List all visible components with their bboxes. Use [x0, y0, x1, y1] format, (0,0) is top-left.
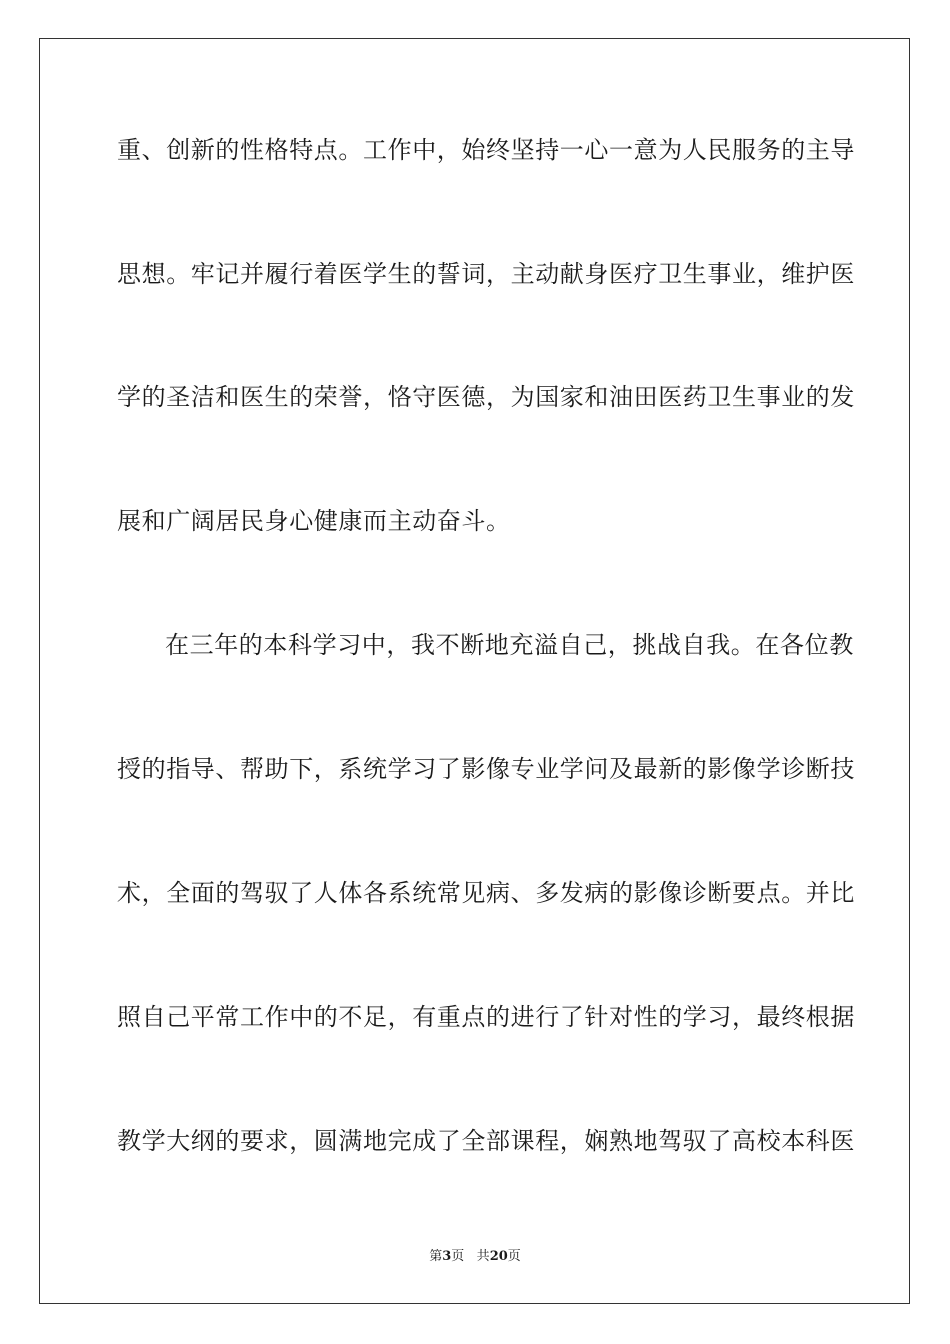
total-prefix: 共 — [476, 1249, 490, 1264]
text-line-6: 授的指导、帮助下，系统学习了影像专业学问及最新的影像学诊断技 — [117, 755, 855, 783]
text-line-1: 重、创新的性格特点。工作中，始终坚持一心一意为人民服务的主导 — [117, 136, 855, 164]
page-suffix: 页 — [451, 1249, 465, 1264]
total-pages: 20 — [489, 1249, 508, 1264]
total-suffix: 页 — [507, 1249, 521, 1264]
text-line-9: 教学大纲的要求，圆满地完成了全部课程，娴熟地驾驭了高校本科医 — [117, 1127, 855, 1155]
text-line-2: 思想。牢记并履行着医学生的誓词，主动献身医疗卫生事业，维护医 — [117, 260, 855, 288]
page-footer — [0, 1248, 950, 1266]
page-number: 3 — [442, 1249, 452, 1264]
text-line-4: 展和广阔居民身心健康而主动奋斗。 — [117, 507, 511, 535]
text-line-8: 照自己平常工作中的不足，有重点的进行了针对性的学习，最终根据 — [117, 1003, 855, 1031]
page-prefix: 第 — [429, 1249, 443, 1264]
page-border — [39, 38, 910, 1304]
text-line-5: 在三年的本科学习中，我不断地充溢自己，挑战自我。在各位教 — [165, 631, 854, 659]
text-line-3: 学的圣洁和医生的荣誉，恪守医德，为国家和油田医药卫生事业的发 — [117, 383, 855, 411]
text-line-7: 术，全面的驾驭了人体各系统常见病、多发病的影像诊断要点。并比 — [117, 879, 855, 907]
